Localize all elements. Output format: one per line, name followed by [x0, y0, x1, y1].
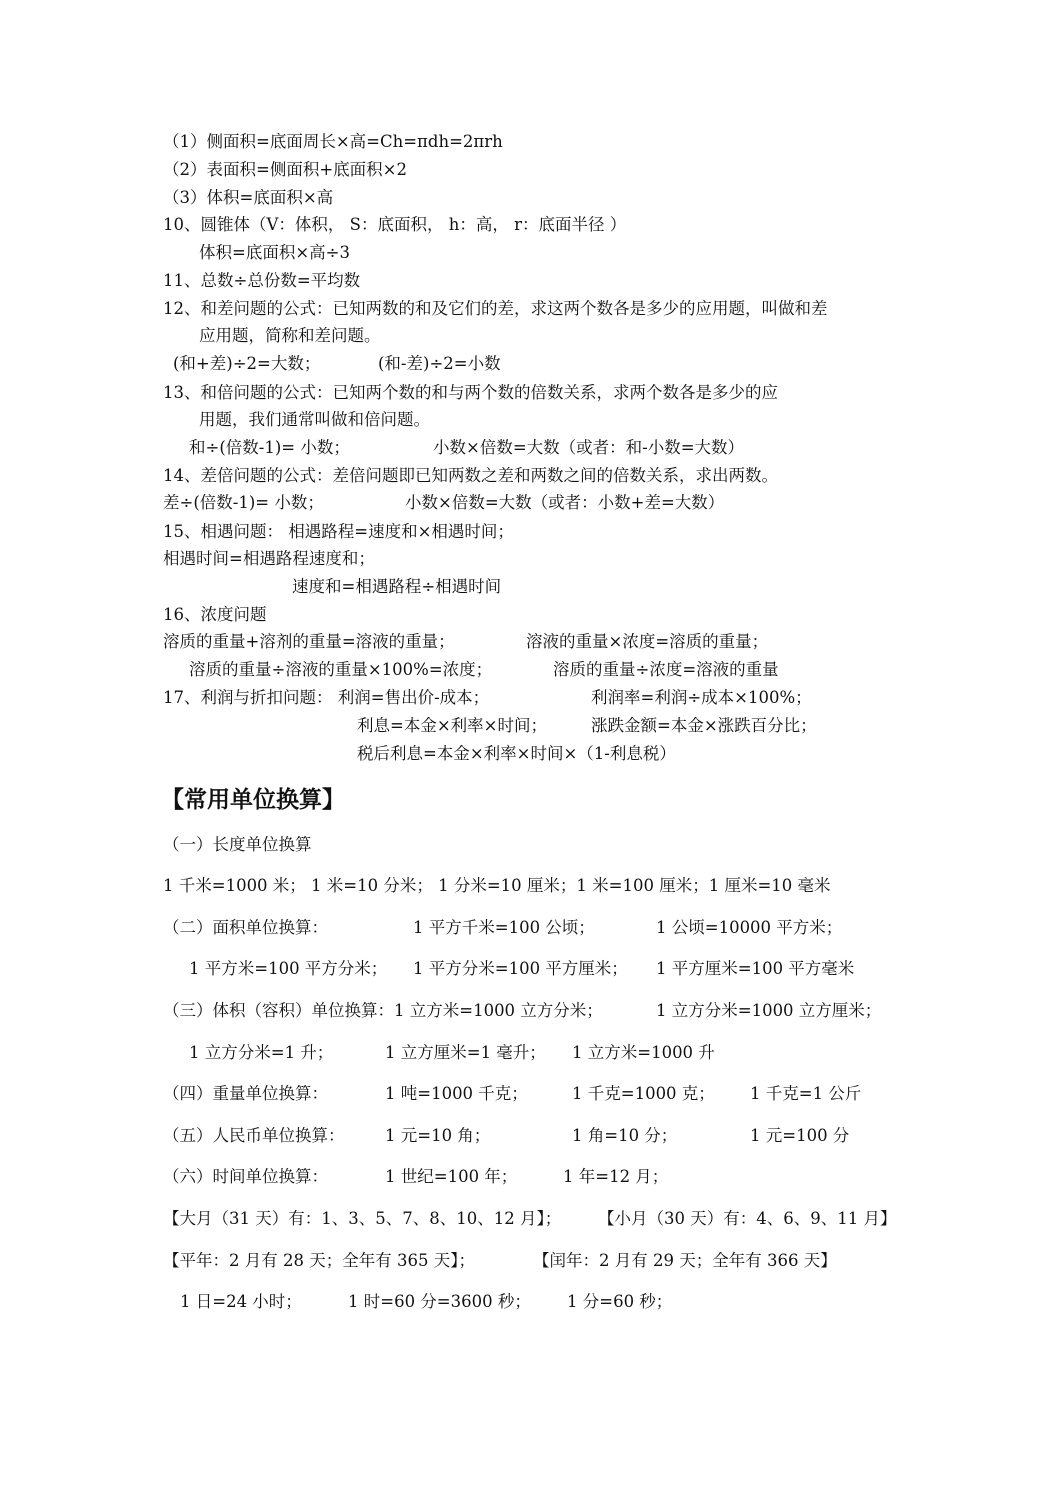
larger-number-formula: (和+差)÷2=大数；: [173, 354, 321, 373]
cylinder-volume-formula: （3）体积=底面积×高: [163, 188, 334, 207]
difference-multiple-small-formula: 差÷(倍数-1)= 小数；: [163, 493, 324, 512]
meeting-problem-time: 相遇时间=相遇路程速度和；: [163, 549, 375, 568]
time-unit-century: 1 世纪=100 年；: [385, 1167, 518, 1186]
area-unit-hectare: 1 公顷=10000 平方米；: [656, 918, 843, 937]
profit-rate-formula: 利润率=利润÷成本×100%；: [591, 688, 812, 707]
section-heading: 【常用单位换算】: [161, 787, 345, 813]
price-change-formula: 涨跌金额=本金×涨跌百分比；: [591, 716, 817, 735]
solution-from-concentration-formula: 溶质的重量÷浓度=溶液的重量: [553, 660, 779, 679]
area-unit-sq-m: 1 平方米=100 平方分米；: [189, 959, 388, 978]
concentration-heading: 16、浓度问题: [163, 605, 267, 624]
common-year: 【平年：2 月有 28 天；全年有 365 天】；: [163, 1251, 475, 1270]
after-tax-interest-formula: 税后利息=本金×利率×时间×（1-利息税）: [357, 744, 676, 763]
meeting-problem-distance: 15、相遇问题： 相遇路程=速度和×相遇时间；: [163, 522, 514, 541]
weight-units-heading: （四）重量单位换算：: [163, 1084, 328, 1103]
volume-unit-milliliter: 1 立方厘米=1 毫升；: [385, 1043, 546, 1062]
sum-multiple-definition: 13、和倍问题的公式：已知两个数的和与两个数的倍数关系，求两个数各是多少的应: [163, 383, 778, 402]
meeting-problem-speed: 速度和=相遇路程÷相遇时间: [292, 577, 502, 596]
currency-units-heading: （五）人民币单位换算：: [163, 1126, 345, 1145]
cylinder-lateral-area-formula: （1）侧面积=底面周长×高=Ch=πdh=2πrh: [163, 132, 503, 151]
currency-unit-yuan-jiao: 1 元=10 角；: [385, 1126, 491, 1145]
currency-unit-yuan-fen: 1 元=100 分: [750, 1126, 850, 1145]
currency-unit-jiao-fen: 1 角=10 分；: [572, 1126, 678, 1145]
day-hours: 1 日=24 小时；: [180, 1292, 302, 1311]
volume-unit-cubic-dm: 1 立方分米=1000 立方厘米；: [656, 1001, 882, 1020]
volume-units-heading: （三）体积（容积）单位换算：1 立方米=1000 立方分米；: [163, 1001, 603, 1020]
smaller-number-formula: (和-差)÷2=小数: [378, 354, 501, 373]
volume-unit-cubic-m-liter: 1 立方米=1000 升: [572, 1043, 715, 1062]
weight-unit-kg: 1 千克=1000 克；: [572, 1084, 715, 1103]
difference-multiple-definition: 14、差倍问题的公式：差倍问题即已知两数之差和两数之间的倍数关系，求出两数。: [163, 466, 778, 485]
profit-formula: 17、利润与折扣问题： 利润=售出价-成本；: [163, 688, 490, 707]
sum-multiple-definition-cont: 用题，我们通常叫做和倍问题。: [199, 410, 430, 429]
cylinder-surface-area-formula: （2）表面积=侧面积+底面积×2: [163, 160, 407, 179]
sum-multiple-large-formula: 小数×倍数=大数（或者：和-小数=大数）: [433, 438, 745, 457]
sum-difference-definition: 12、和差问题的公式：已知两数的和及它们的差，求这两个数各是多少的应用题，叫做和差: [163, 299, 828, 318]
sum-difference-definition-cont: 应用题，简称和差问题。: [199, 326, 381, 345]
area-unit-sq-cm: 1 平方厘米=100 平方毫米: [656, 959, 855, 978]
minute-seconds: 1 分=60 秒；: [567, 1292, 673, 1311]
weight-unit-gongjin: 1 千克=1 公斤: [750, 1084, 862, 1103]
solution-weight-formula: 溶质的重量+溶剂的重量=溶液的重量；: [163, 632, 455, 651]
area-units-heading: （二）面积单位换算：: [163, 918, 328, 937]
hour-minutes-seconds: 1 时=60 分=3600 秒；: [348, 1292, 531, 1311]
area-unit-sq-dm: 1 平方分米=100 平方厘米；: [413, 959, 628, 978]
time-unit-year: 1 年=12 月；: [563, 1167, 669, 1186]
leap-year: 【闰年：2 月有 29 天；全年有 366 天】: [533, 1251, 837, 1270]
cone-volume-formula: 体积=底面积×高÷3: [199, 243, 350, 262]
volume-unit-liter: 1 立方分米=1 升；: [189, 1043, 334, 1062]
cone-heading: 10、圆锥体（V：体积， S：底面积， h：高， r：底面半径 ）: [163, 215, 627, 234]
solute-weight-formula: 溶液的重量×浓度=溶质的重量；: [526, 632, 769, 651]
length-units-row: 1 千米=1000 米； 1 米=10 分米； 1 分米=10 厘米；1 米=100 厘米；1 厘米=10 毫米: [163, 876, 831, 895]
weight-unit-ton: 1 吨=1000 千克；: [385, 1084, 528, 1103]
sum-multiple-small-formula: 和÷(倍数-1)= 小数；: [189, 438, 350, 457]
interest-formula: 利息=本金×利率×时间；: [357, 716, 547, 735]
long-months: 【大月（31 天）有：1、3、5、7、8、10、12 月】；: [163, 1209, 562, 1228]
average-formula: 11、总数÷总份数=平均数: [163, 271, 361, 290]
concentration-formula: 溶质的重量÷溶液的重量×100%=浓度；: [189, 660, 493, 679]
difference-multiple-large-formula: 小数×倍数=大数（或者：小数+差=大数）: [405, 493, 725, 512]
short-months: 【小月（30 天）有：4、6、9、11 月】: [598, 1209, 897, 1228]
time-units-heading: （六）时间单位换算：: [163, 1167, 328, 1186]
length-units-heading: （一）长度单位换算: [163, 835, 312, 854]
area-unit-sq-km: 1 平方千米=100 公顷；: [413, 918, 595, 937]
